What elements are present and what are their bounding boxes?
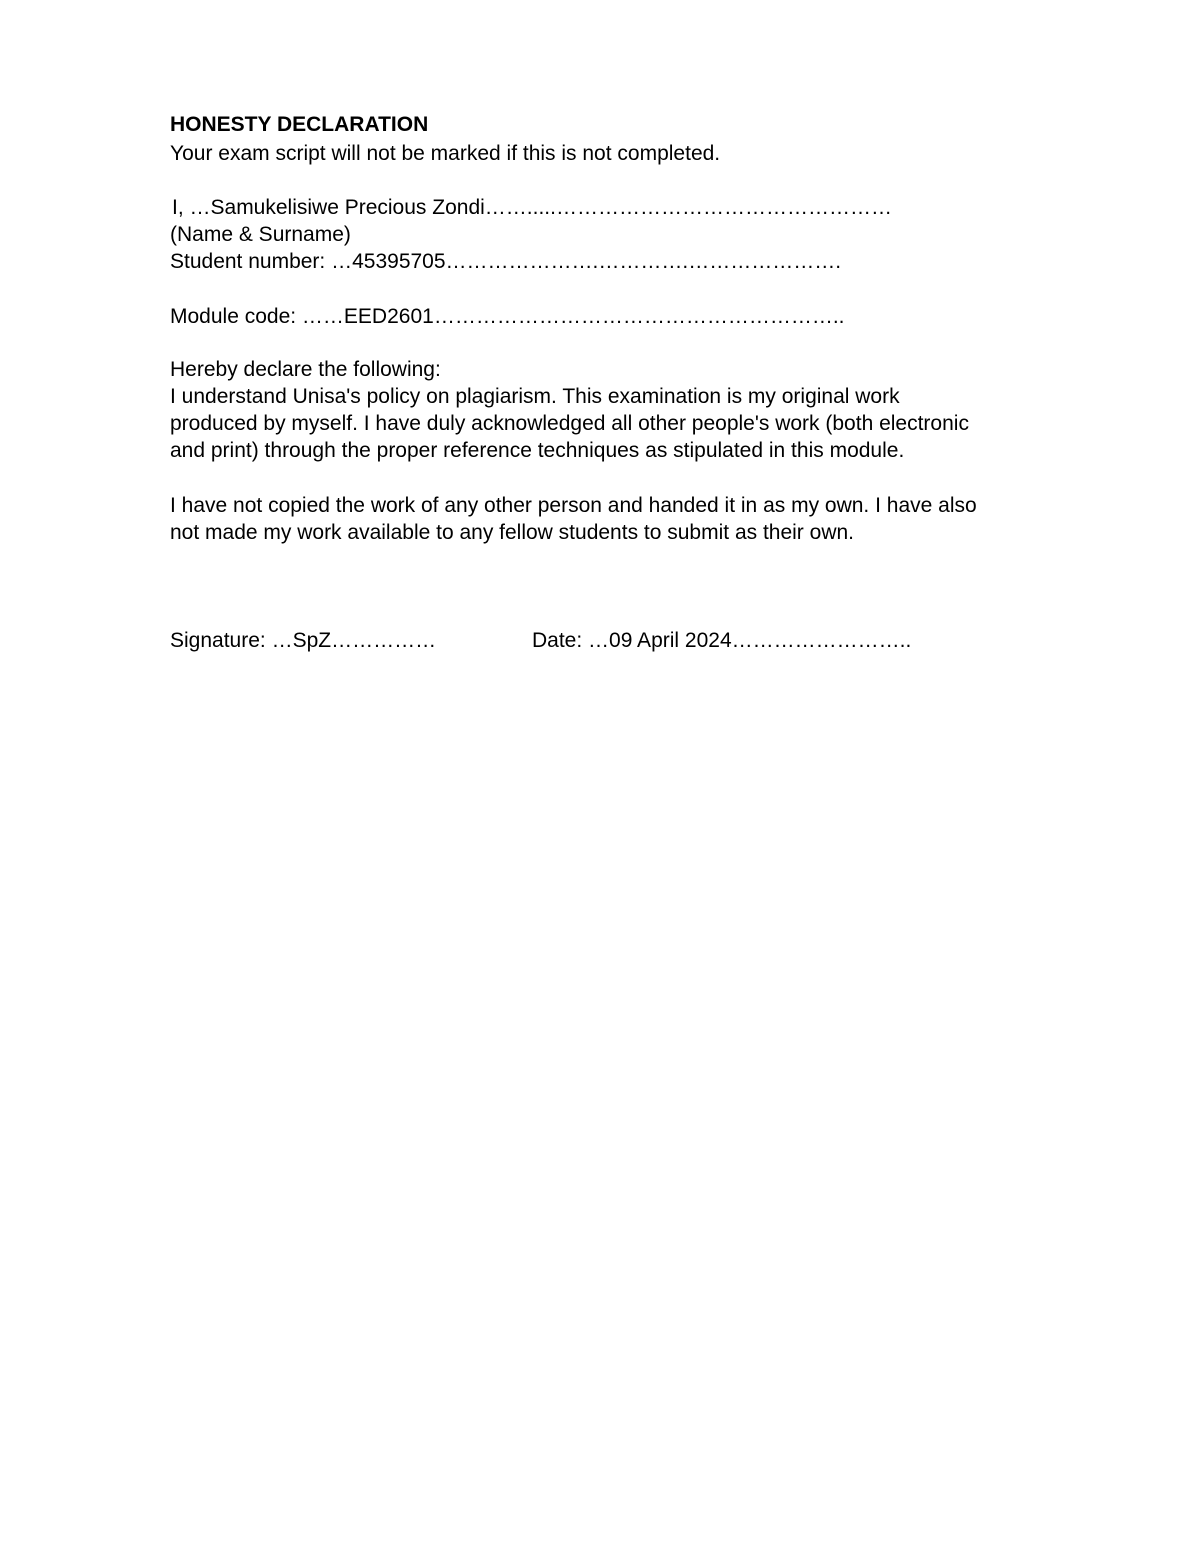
- name-caption: (Name & Surname): [170, 223, 351, 246]
- date-line: Date: …09 April 2024……………………..: [532, 629, 912, 652]
- paragraph1-line: and print) through the proper reference techniques as stipulated in this module.: [170, 439, 905, 462]
- paragraph2-line: I have not copied the work of any other person and handed it in as my own. I have also: [170, 494, 977, 517]
- paragraph2-line: not made my work available to any fellow students to submit as their own.: [170, 521, 854, 544]
- module-code-line: Module code: ……EED2601…………………………………………………..: [170, 305, 845, 328]
- signature-line: Signature: …SpZ……………: [170, 629, 437, 652]
- name-line: I, …Samukelisiwe Precious Zondi…….....…………………………………………: [172, 196, 892, 219]
- student-number-line: Student number: …45395705………………….………….………………….: [170, 250, 842, 273]
- paragraph1-line: produced by myself. I have duly acknowledged all other people's work (both electronic: [170, 412, 969, 435]
- declaration-subtitle: Your exam script will not be marked if this is not completed.: [170, 142, 721, 165]
- declare-intro: Hereby declare the following:: [170, 358, 441, 381]
- paragraph1-line: I understand Unisa's policy on plagiarism. This examination is my original work: [170, 385, 900, 408]
- declaration-title: HONESTY DECLARATION: [170, 113, 429, 136]
